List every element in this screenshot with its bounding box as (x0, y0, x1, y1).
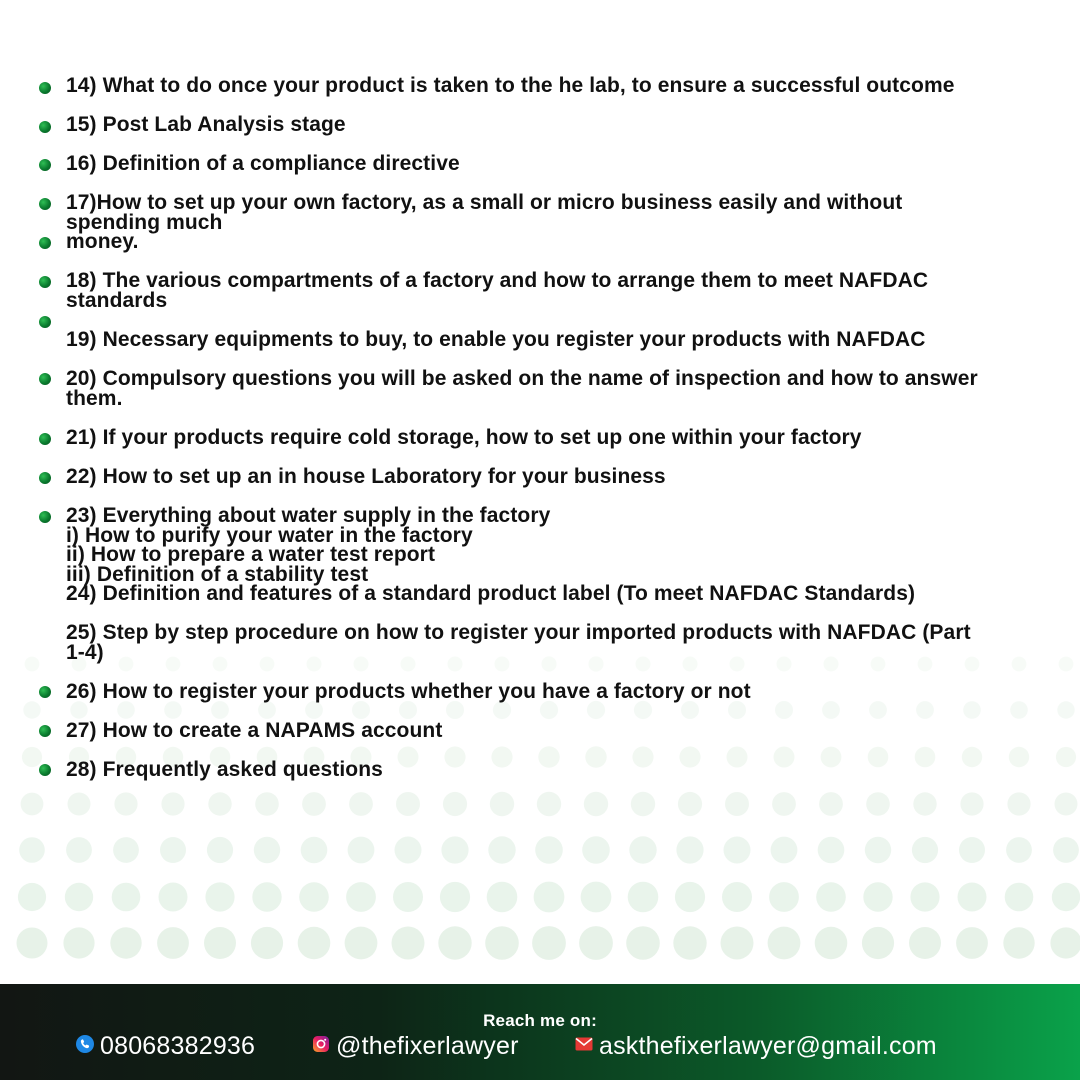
list-item (66, 76, 1056, 96)
list-item-text: 17)How to set up your own factory, as a small or micro business easily and without (66, 191, 903, 214)
list-item-text: 20) Compulsory questions you will be asked on the name of inspection and how to answer (66, 367, 978, 390)
list-item (66, 232, 1056, 252)
list-item-text: money. (66, 230, 139, 253)
footer-heading: Reach me on: (483, 1011, 597, 1030)
list-item-text: 26) How to register your products whether you have a factory or not (66, 680, 751, 703)
instagram-handle: @thefixerlawyer (336, 1031, 519, 1060)
list-item-text: 21) If your products require cold storage, how to set up one within your factory (66, 426, 862, 449)
list-item-text: 1-4) (66, 640, 104, 664)
bullet (39, 511, 51, 523)
bullet (39, 159, 51, 171)
list-item-text: spending much (66, 210, 223, 234)
bullet (39, 82, 51, 94)
phone-number: 08068382936 (100, 1031, 256, 1060)
list-item (66, 271, 1056, 310)
contact-footer (0, 984, 1080, 1080)
list-item-text: iii) Definition of a stability test (66, 562, 369, 586)
list-item (66, 330, 1056, 350)
phone-icon (76, 1035, 94, 1058)
list-item (66, 623, 1056, 662)
list-item-text: 15) Post Lab Analysis stage (66, 113, 346, 136)
mail-icon (575, 1037, 593, 1056)
email-address: askthefixerlawyer@gmail.com (599, 1031, 937, 1060)
list-item (66, 369, 1056, 408)
phone-contact[interactable] (76, 1030, 255, 1062)
list-item-text: 23) Everything about water supply in the factory (66, 504, 551, 527)
list-item-text: them. (66, 386, 123, 410)
list-item-text: 25) Step by step procedure on how to register your imported products with NAFDAC (Part (66, 621, 971, 644)
list-item-text: 22) How to set up an in house Laboratory for your business (66, 465, 666, 488)
list-item-text: 14) What to do once your product is taken to the he lab, to ensure a successful outcome (66, 74, 955, 97)
bullet (39, 373, 51, 385)
bullet (39, 237, 51, 249)
list-item-text: ii) How to prepare a water test report (66, 543, 436, 566)
list-item (66, 428, 1056, 448)
list-item (66, 154, 1056, 174)
list-item-text: 27) How to create a NAPAMS account (66, 719, 443, 742)
bullet (39, 472, 51, 484)
list-item-text: 28) Frequently asked questions (66, 758, 383, 781)
list-item-text: 19) Necessary equipments to buy, to enable you register your products with NAFDAC (66, 328, 926, 351)
bullet (39, 433, 51, 445)
list-item (66, 682, 1056, 702)
list-item-text: 16) Definition of a compliance directive (66, 152, 460, 175)
list-item-text: standards (66, 288, 168, 312)
list-item-text: i) How to purify your water in the factory (66, 523, 473, 547)
list-item (66, 506, 1056, 604)
bullet (39, 686, 51, 698)
bullet (39, 121, 51, 133)
list-item-text: 24) Definition and features of a standard product label (To meet NAFDAC Standards) (66, 582, 916, 605)
email-contact[interactable] (575, 1030, 937, 1062)
bullet (39, 276, 51, 288)
bullet (39, 764, 51, 776)
instagram-icon (312, 1035, 330, 1058)
list-item-text: 18) The various compartments of a factory and how to arrange them to meet NAFDAC (66, 269, 929, 292)
list-item (66, 760, 1056, 780)
list-item (66, 721, 1056, 741)
list-item (66, 467, 1056, 487)
bullet (39, 198, 51, 210)
bullet (39, 725, 51, 737)
bullet (39, 316, 51, 328)
list-item (66, 193, 1056, 232)
list-item (66, 115, 1056, 135)
instagram-contact[interactable] (312, 1030, 519, 1062)
